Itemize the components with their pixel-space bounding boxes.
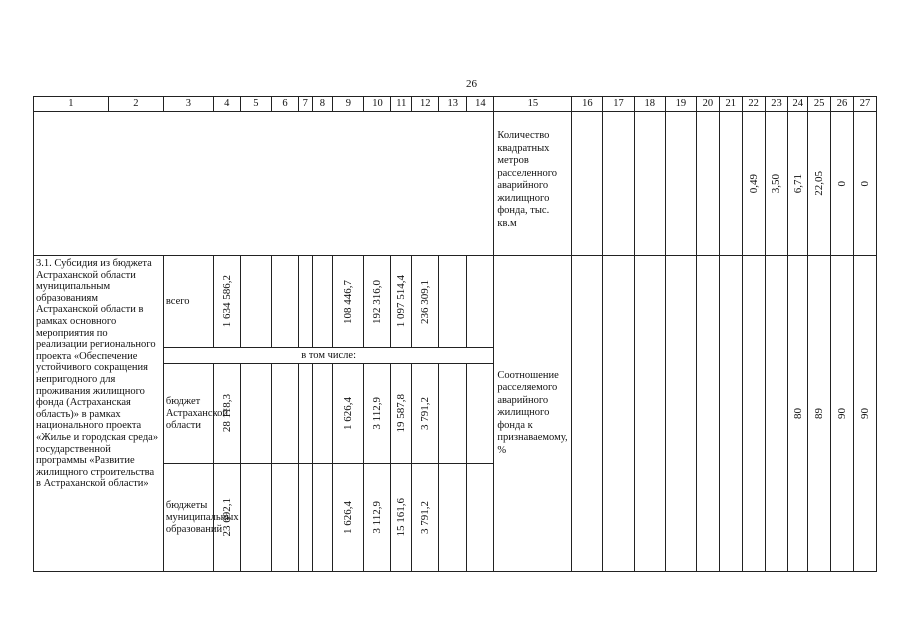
measure-description: 3.1. Субсидия из бюджета Астраханской области муниципальным образованиям Астраханской области в рамках основного мероприятия по реализации регионального проекта «Обеспечение устойчивого сокращения непригодного для проживания жилищного фонда (Астраханская область)» в рамках национального проекта «Жилье и городская среда» государственной программы «Развитие жилищного строительства в Астраханской области»: [34, 256, 164, 572]
regional-label: бюджет Астраханской области: [163, 364, 213, 464]
value-c22: 0,49: [747, 173, 760, 194]
value-c26: 0: [835, 180, 848, 187]
header-cell: 5: [240, 97, 271, 112]
municipal-c12: 3 791,2: [419, 501, 432, 534]
header-cell: 20: [696, 97, 719, 112]
header-cell: 2: [108, 97, 163, 112]
header-cell: 15: [494, 97, 572, 112]
indicator-row-area: [34, 112, 877, 256]
total-label: всего: [163, 256, 213, 348]
total-c4: 1 634 586,2: [220, 275, 233, 328]
header-row: [34, 97, 877, 112]
municipal-c10: 3 112,9: [371, 501, 384, 534]
regional-c12: 3 791,2: [419, 397, 432, 430]
header-cell: 3: [163, 97, 213, 112]
header-cell: 21: [719, 97, 742, 112]
header-cell: 18: [634, 97, 665, 112]
total-c9: 108 446,7: [342, 279, 355, 324]
indicator2-c25: 89: [813, 408, 826, 419]
total-c11: 1 097 514,4: [395, 275, 408, 328]
value-c27: 0: [858, 180, 871, 187]
header-cell: 26: [831, 97, 854, 112]
header-cell: 23: [765, 97, 788, 112]
regional-c10: 3 112,9: [371, 397, 384, 430]
regional-c11: 19 587,8: [395, 394, 408, 433]
regional-c9: 1 626,4: [342, 397, 355, 430]
header-cell: 19: [665, 97, 696, 112]
header-cell: 1: [34, 97, 109, 112]
page-number: 26: [466, 78, 477, 90]
municipal-c4: 23 692,1: [220, 498, 233, 537]
program-table: [33, 96, 877, 572]
total-row: [34, 256, 877, 348]
header-cell: 25: [808, 97, 831, 112]
value-c25: 22,05: [813, 171, 826, 196]
regional-c4: 28 118,3: [220, 394, 233, 433]
municipal-c9: 1 626,4: [342, 501, 355, 534]
municipal-c11: 15 161,6: [395, 498, 408, 537]
indicator2-c26: 90: [835, 408, 848, 419]
header-cell: 8: [312, 97, 333, 112]
header-cell: 27: [853, 97, 876, 112]
indicator2-c27: 90: [858, 408, 871, 419]
header-cell: 24: [788, 97, 808, 112]
municipal-label: бюджеты муниципальных образований: [163, 464, 213, 572]
header-cell: 11: [391, 97, 412, 112]
total-c12: 236 309,1: [419, 279, 432, 324]
header-cell: 9: [333, 97, 364, 112]
header-cell: 13: [439, 97, 467, 112]
header-cell: 4: [213, 97, 240, 112]
indicator-label: Количество квадратных метров расселенного аварийного жилищного фонда, тыс. кв.м: [494, 112, 572, 256]
empty-cell: [34, 112, 494, 256]
header-cell: 7: [299, 97, 313, 112]
header-cell: 17: [603, 97, 634, 112]
including-label: в том числе:: [163, 348, 493, 364]
header-cell: 14: [467, 97, 494, 112]
indicator2-c24: 80: [791, 408, 804, 419]
value-c24: 6,71: [791, 173, 804, 194]
header-cell: 10: [364, 97, 391, 112]
header-cell: 22: [742, 97, 765, 112]
value-c23: 3,50: [770, 173, 783, 194]
indicator2-label: Соотношение расселяемого аварийного жилищного фонда к признаваемому, %: [494, 256, 572, 572]
header-cell: 6: [271, 97, 298, 112]
header-cell: 12: [412, 97, 439, 112]
header-cell: 16: [572, 97, 603, 112]
total-c10: 192 316,0: [371, 279, 384, 324]
